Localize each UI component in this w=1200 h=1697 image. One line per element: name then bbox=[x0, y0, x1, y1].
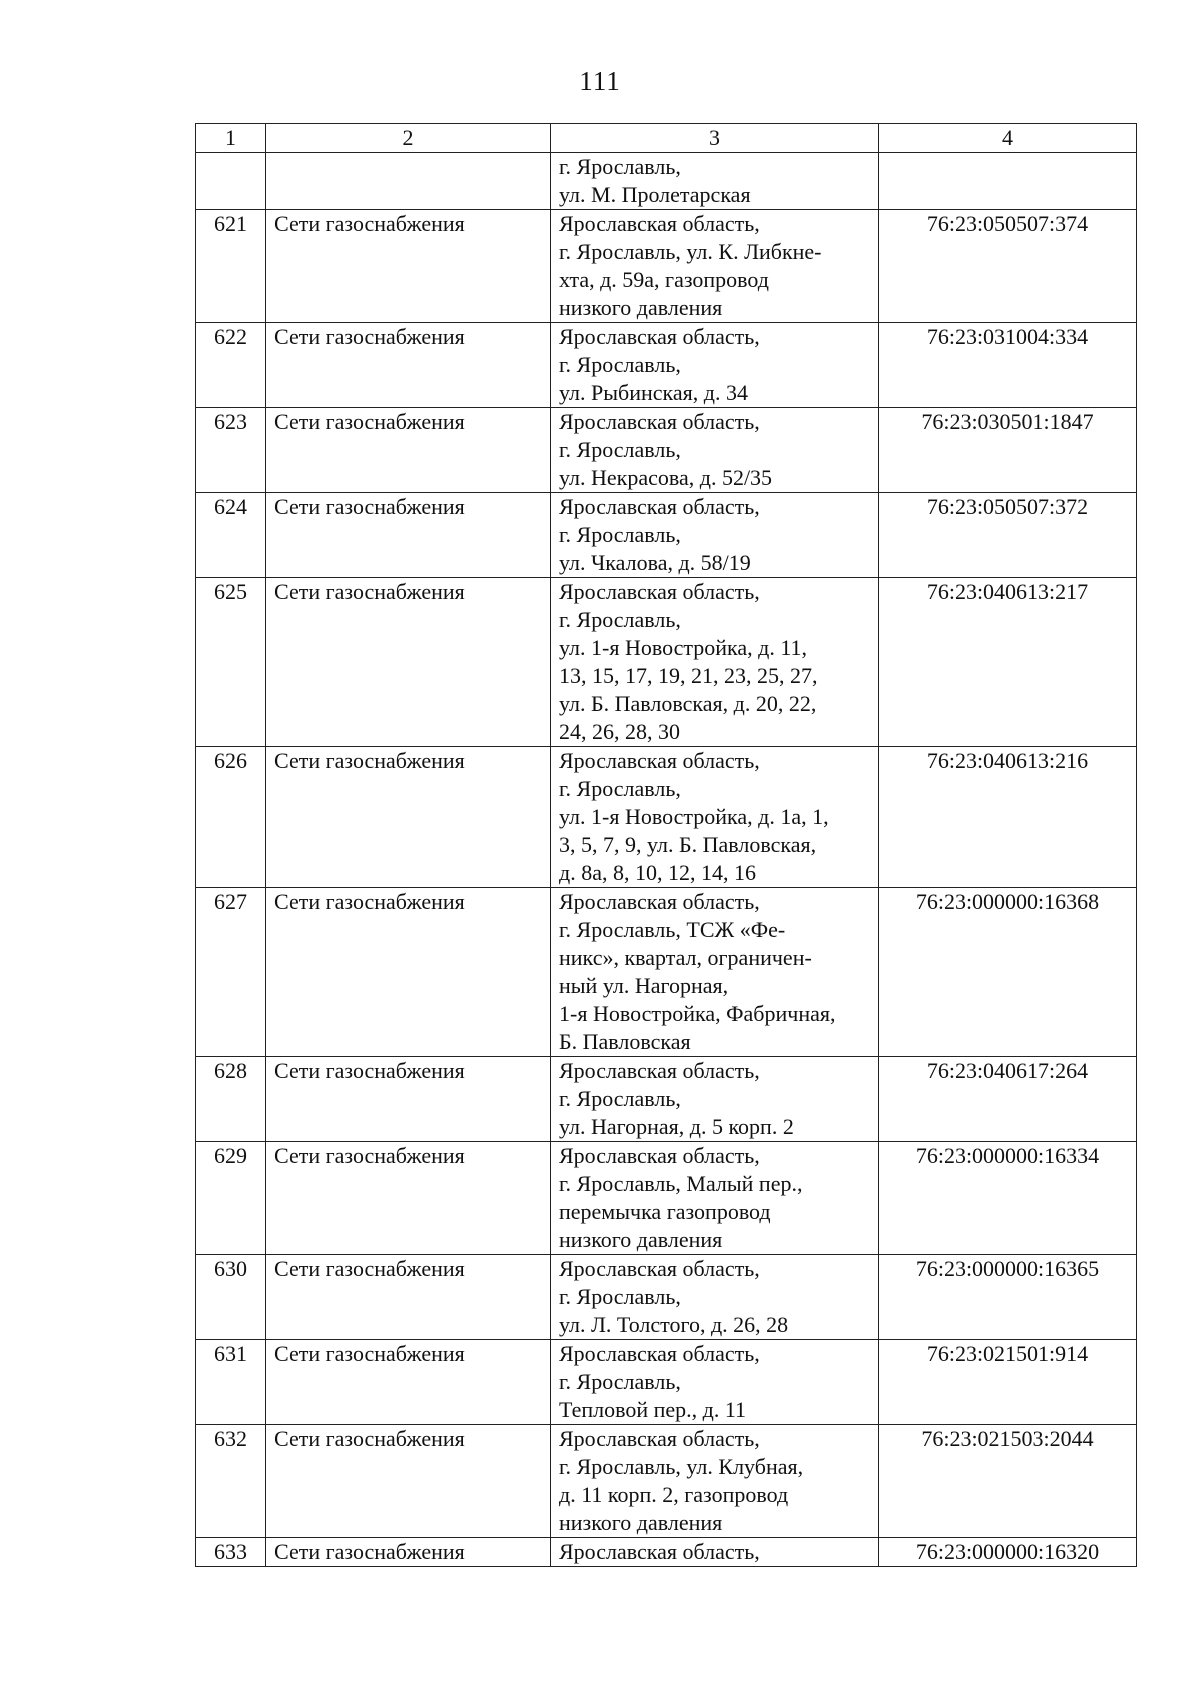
row-number: 624 bbox=[196, 493, 266, 578]
object-address: Ярославская область, г. Ярославль, ТСЖ «Фе- никс», квартал, ограничен- ный ул. Нагорная, 1-я Новостройка, Фабричная, Б. Павловская bbox=[551, 888, 879, 1057]
object-address: Ярославская область, г. Ярославль, ул. 1-я Новостройка, д. 1а, 1, 3, 5, 7, 9, ул. Б. Павловская, д. 8а, 8, 10, 12, 14, 16 bbox=[551, 747, 879, 888]
cadastral-number: 76:23:000000:16334 bbox=[879, 1142, 1137, 1255]
header-col-3: 3 bbox=[551, 124, 879, 153]
table-row bbox=[196, 153, 1137, 210]
table-header-row bbox=[196, 124, 1137, 153]
header-col-2: 2 bbox=[266, 124, 551, 153]
cadastral-number: 76:23:000000:16365 bbox=[879, 1255, 1137, 1340]
cadastral-number: 76:23:000000:16320 bbox=[879, 1538, 1137, 1567]
object-name: Сети газоснабжения bbox=[266, 1142, 551, 1255]
table-row bbox=[196, 210, 1137, 323]
table-row bbox=[196, 408, 1137, 493]
header-col-4: 4 bbox=[879, 124, 1137, 153]
object-name: Сети газоснабжения bbox=[266, 578, 551, 747]
row-number: 628 bbox=[196, 1057, 266, 1142]
cadastral-number: 76:23:050507:372 bbox=[879, 493, 1137, 578]
cadastral-number: 76:23:031004:334 bbox=[879, 323, 1137, 408]
object-address: Ярославская область, г. Ярославль, ул. Некрасова, д. 52/35 bbox=[551, 408, 879, 493]
cadastral-number: 76:23:040613:217 bbox=[879, 578, 1137, 747]
row-number: 630 bbox=[196, 1255, 266, 1340]
table-row bbox=[196, 1425, 1137, 1538]
object-address: Ярославская область, г. Ярославль, ул. Л. Толстого, д. 26, 28 bbox=[551, 1255, 879, 1340]
row-number: 629 bbox=[196, 1142, 266, 1255]
table-row bbox=[196, 323, 1137, 408]
object-address: Ярославская область, г. Ярославль, Малый пер., перемычка газопровод низкого давления bbox=[551, 1142, 879, 1255]
cadastral-number: 76:23:021503:2044 bbox=[879, 1425, 1137, 1538]
page-number: 111 bbox=[579, 66, 621, 96]
table-row bbox=[196, 578, 1137, 747]
gas-network-registry-table bbox=[195, 123, 1137, 1567]
object-name bbox=[266, 153, 551, 210]
cadastral-number: 76:23:040613:216 bbox=[879, 747, 1137, 888]
table-row bbox=[196, 493, 1137, 578]
row-number: 627 bbox=[196, 888, 266, 1057]
object-name: Сети газоснабжения bbox=[266, 1538, 551, 1567]
object-address: Ярославская область, г. Ярославль, ул. 1-я Новостройка, д. 11, 13, 15, 17, 19, 21, 23, 25, 27, ул. Б. Павловская, д. 20, 22, 24, 26, 28, 30 bbox=[551, 578, 879, 747]
table-row bbox=[196, 1255, 1137, 1340]
object-name: Сети газоснабжения bbox=[266, 210, 551, 323]
object-address: г. Ярославль, ул. М. Пролетарская bbox=[551, 153, 879, 210]
cadastral-number: 76:23:030501:1847 bbox=[879, 408, 1137, 493]
row-number: 623 bbox=[196, 408, 266, 493]
object-address: Ярославская область, г. Ярославль, ул. Нагорная, д. 5 корп. 2 bbox=[551, 1057, 879, 1142]
table-row bbox=[196, 888, 1137, 1057]
row-number bbox=[196, 153, 266, 210]
cadastral-number bbox=[879, 153, 1137, 210]
table-row bbox=[196, 747, 1137, 888]
object-address: Ярославская область, г. Ярославль, ул. К. Либкне- хта, д. 59а, газопровод низкого давления bbox=[551, 210, 879, 323]
object-address: Ярославская область, bbox=[551, 1538, 879, 1567]
object-address: Ярославская область, г. Ярославль, ул. Чкалова, д. 58/19 bbox=[551, 493, 879, 578]
row-number: 631 bbox=[196, 1340, 266, 1425]
row-number: 622 bbox=[196, 323, 266, 408]
object-name: Сети газоснабжения bbox=[266, 1425, 551, 1538]
table-row bbox=[196, 1142, 1137, 1255]
row-number: 621 bbox=[196, 210, 266, 323]
table-row bbox=[196, 1057, 1137, 1142]
object-address: Ярославская область, г. Ярославль, ул. Клубная, д. 11 корп. 2, газопровод низкого давления bbox=[551, 1425, 879, 1538]
object-name: Сети газоснабжения bbox=[266, 888, 551, 1057]
object-name: Сети газоснабжения bbox=[266, 493, 551, 578]
object-name: Сети газоснабжения bbox=[266, 1057, 551, 1142]
row-number: 625 bbox=[196, 578, 266, 747]
object-name: Сети газоснабжения bbox=[266, 323, 551, 408]
cadastral-number: 76:23:040617:264 bbox=[879, 1057, 1137, 1142]
object-name: Сети газоснабжения bbox=[266, 1340, 551, 1425]
object-name: Сети газоснабжения bbox=[266, 408, 551, 493]
table-row bbox=[196, 1340, 1137, 1425]
cadastral-number: 76:23:021501:914 bbox=[879, 1340, 1137, 1425]
object-address: Ярославская область, г. Ярославль, Тепловой пер., д. 11 bbox=[551, 1340, 879, 1425]
row-number: 632 bbox=[196, 1425, 266, 1538]
row-number: 633 bbox=[196, 1538, 266, 1567]
object-name: Сети газоснабжения bbox=[266, 1255, 551, 1340]
table-body bbox=[196, 153, 1137, 1567]
object-address: Ярославская область, г. Ярославль, ул. Рыбинская, д. 34 bbox=[551, 323, 879, 408]
table-row bbox=[196, 1538, 1137, 1567]
object-name: Сети газоснабжения bbox=[266, 747, 551, 888]
cadastral-number: 76:23:050507:374 bbox=[879, 210, 1137, 323]
header-col-1: 1 bbox=[196, 124, 266, 153]
row-number: 626 bbox=[196, 747, 266, 888]
cadastral-number: 76:23:000000:16368 bbox=[879, 888, 1137, 1057]
